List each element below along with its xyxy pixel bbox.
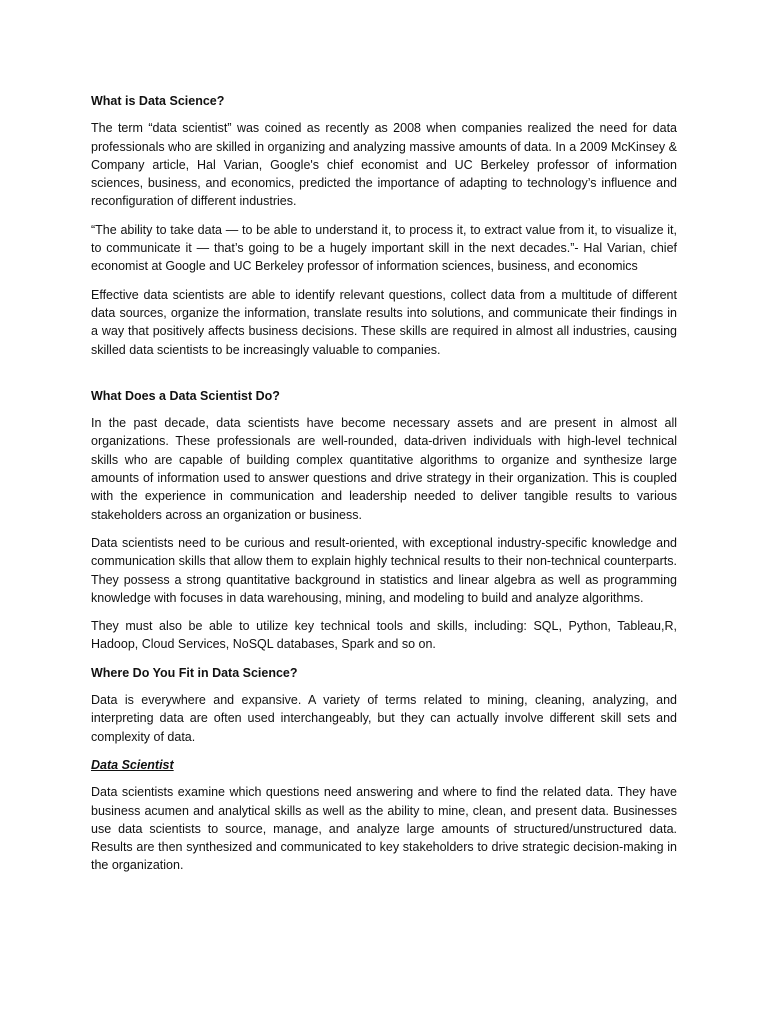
paragraph-technical-tools: They must also be able to utilize key technical tools and skills, including: SQL, Python, Tableau,R, Hadoop, Cloud Services, NoSQL databases, Spark and so on. bbox=[91, 619, 677, 652]
paragraph-varian-quote: “The ability to take data — to be able to understand it, to process it, to extract value from it, to visualize it, to communicate it — that’s going to be a hugely important skill in the next decades.”- Hal Varian, chief economist at Google and UC Berkeley professor of information sciences, business, and economics bbox=[91, 222, 677, 274]
heading-what-does-data-scientist-do: What Does a Data Scientist Do? bbox=[91, 388, 280, 403]
heading-where-do-you-fit: Where Do You Fit in Data Science? bbox=[91, 665, 298, 680]
subheading-data-scientist: Data Scientist bbox=[91, 757, 174, 772]
paragraph-effective-data-scientists: Effective data scientists are able to identify relevant questions, collect data from a multitude of different data sources, organize the information, translate results into solutions, and communicate their findings in a way that positively affects business decisions. These skills are required in almost all industries, causing skilled data scientists to be increasingly valuable to companies. bbox=[91, 287, 677, 357]
heading-what-is-data-science: What is Data Science? bbox=[91, 94, 225, 108]
paragraph-term-origin: The term “data scientist” was coined as recently as 2008 when companies realized the need for data professionals who are skilled in organizing and analyzing massive amounts of data. In a 2009 McKinsey & Company article, Hal Varian, Google's chief economist and UC Berkeley professor of information sciences, business, and economics, predicted the importance of adapting to technology’s influence and reconfiguration of different industries. bbox=[91, 121, 677, 209]
paragraph-data-scientist-role: Data scientists examine which questions need answering and where to find the related data. They have business acumen and analytical skills as well as the ability to mine, clean, and present data. Businesses use data scientists to source, manage, and analyze large amounts of structured/unstructured data. Results are then synthesized and communicated to key stakeholders to drive strategic decision-making in the organization. bbox=[91, 785, 677, 873]
paragraph-data-everywhere: Data is everywhere and expansive. A variety of terms related to mining, cleaning, analyzing, and interpreting data are often used interchangeably, but they can actually involve different skill sets and complexity of data. bbox=[91, 693, 677, 744]
paragraph-curious-result-oriented: Data scientists need to be curious and result-oriented, with exceptional industry-specific knowledge and communication skills that allow them to explain highly technical results to their non-technical counterparts. They possess a strong quantitative background in statistics and linear algebra as well as programming knowledge with focuses in data warehousing, mining, and modeling to build and analyze algorithms. bbox=[91, 535, 677, 605]
paragraph-past-decade: In the past decade, data scientists have become necessary assets and are present in almost all organizations. These professionals are well-rounded, data-driven individuals with high-level technical skills who are capable of building complex quantitative algorithms to organize and synthesize large amounts of information used to answer questions and drive strategy in their organization. This is coupled with the experience in communication and leadership needed to deliver tangible results to various stakeholders across an organization or business. bbox=[91, 416, 677, 522]
section-spacer bbox=[91, 369, 677, 387]
